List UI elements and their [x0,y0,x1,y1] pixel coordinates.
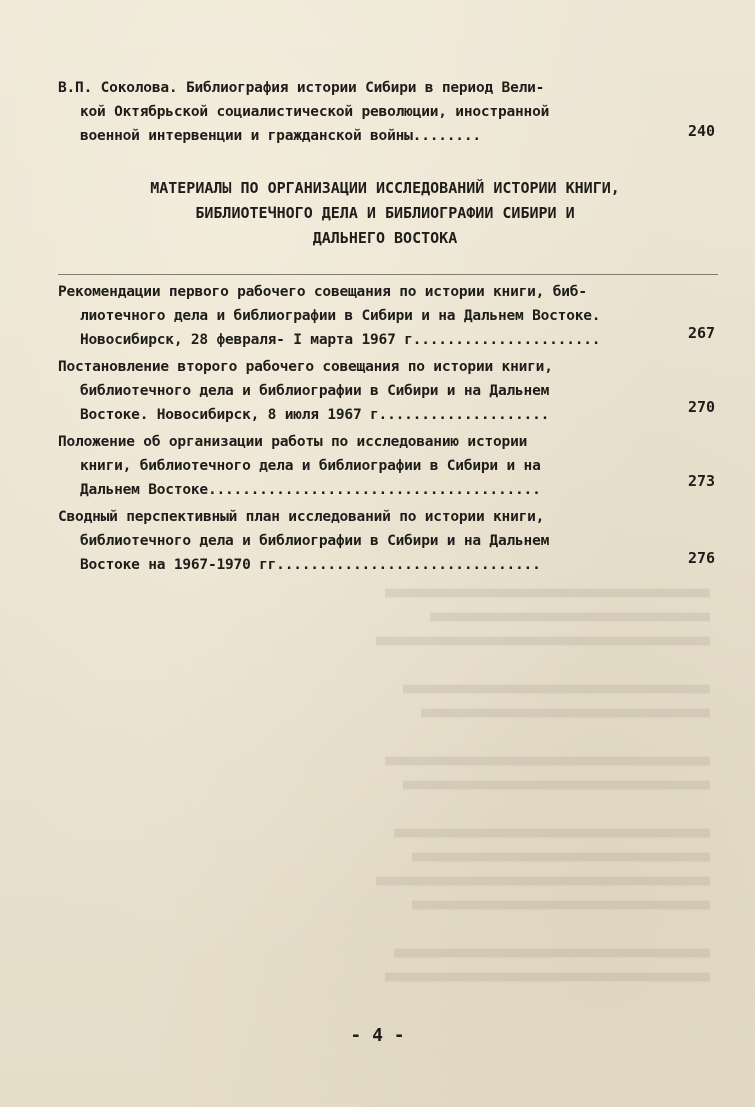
section-heading-line: МАТЕРИАЛЫ ПО ОРГАНИЗАЦИИ ИССЛЕДОВАНИЙ ИСТОРИИ КНИГИ, [150,179,620,197]
toc-entry-sokolova [58,76,668,148]
toc-entry-resolution [58,355,668,427]
toc-entry-line: Постановление второго рабочего совещания по истории книги, [58,359,553,375]
toc-page-number: 267 [688,324,716,342]
toc-entry-line: книги, библиотечного дела и библиографии в Сибири и на [80,458,541,474]
section-heading-line: БИБЛИОТЕЧНОГО ДЕЛА И БИБЛИОГРАФИИ СИБИРИ И [195,204,575,222]
toc-entry-line: Положение об организации работы по исследованию истории [58,434,528,450]
toc-entry-recommendations [58,280,668,352]
bleed-through-texture: ■■■■■■■■■■■■■■■■■■■■■■■■■■■■■■■■■■■■ ■■■■■■■■■■■■■■■■■■■■■■■■■■■■■■■ ■■■■■■■■■■■■■■■■■■■■■■■■■■■■■■■■■■■■■ ■■■■■■■■■■■■■■■■■■■■■■■■■■■■■■■■■■ ■■■■■■■■■■■■■■■■■■■■■■■■■■■■■■■■ ■■■■■■■■■■■■■■■■■■■■■■■■■■■■■■■■■■■■ ■■■■■■■■■■■■■■■■■■■■■■■■■■■■■■■■■■ ■■■■■■■■■■■■■■■■■■■■■■■■■■■■■■■■■■■ ■■■■■■■■■■■■■■■■■■■■■■■■■■■■■■■■■ ■■■■■■■■■■■■■■■■■■■■■■■■■■■■■■■■■■■■■ ■■■■■■■■■■■■■■■■■■■■■■■■■■■■■■■■■ ■■■■■■■■■■■■■■■■■■■■■■■■■■■■■■■■■■■ ■■■■■■■■■■■■■■■■■■■■■■■■■■■■■■■■■■■■ [375,583,710,985]
toc-entry-line: Востоке на 1967-1970 гг............................... [80,557,541,573]
toc-entry-line: Дальнем Востоке....................................... [80,482,541,498]
toc-entry-line: библиотечного дела и библиографии в Сибири и на Дальнем [80,383,550,399]
toc-entry-line: Новосибирск, 28 февраля- I марта 1967 г...................... [80,332,601,348]
toc-page-number: 273 [688,472,716,490]
toc-entry-line: Сводный перспективный план исследований по истории книги, [58,509,545,525]
section-heading [90,176,680,251]
toc-page-number: 270 [688,398,716,416]
section-heading-line: ДАЛЬНЕГО ВОСТОКА [312,229,458,247]
toc-entry-line: Востоке. Новосибирск, 8 июля 1967 г.................... [80,407,550,423]
page-footer-number: - 4 - [350,1025,405,1046]
toc-entry-regulation [58,430,668,502]
toc-page-number: 240 [688,122,716,140]
toc-entry-line: лиотечного дела и библиографии в Сибири и на Дальнем Востоке. [80,308,601,324]
toc-page-number: 276 [688,549,716,567]
toc-entry-plan [58,505,668,577]
toc-entry-line: В.П. Соколова. Библиография истории Сибири в период Вели- [58,80,545,96]
toc-entry-line: кой Октябрьской социалистической революции, иностранной [80,104,550,120]
section-divider [58,274,718,275]
toc-entry-line: военной интервенции и гражданской войны........ [80,128,481,144]
toc-entry-line: Рекомендации первого рабочего совещания по истории книги, биб- [58,284,587,300]
toc-entry-line: библиотечного дела и библиографии в Сибири и на Дальнем [80,533,550,549]
